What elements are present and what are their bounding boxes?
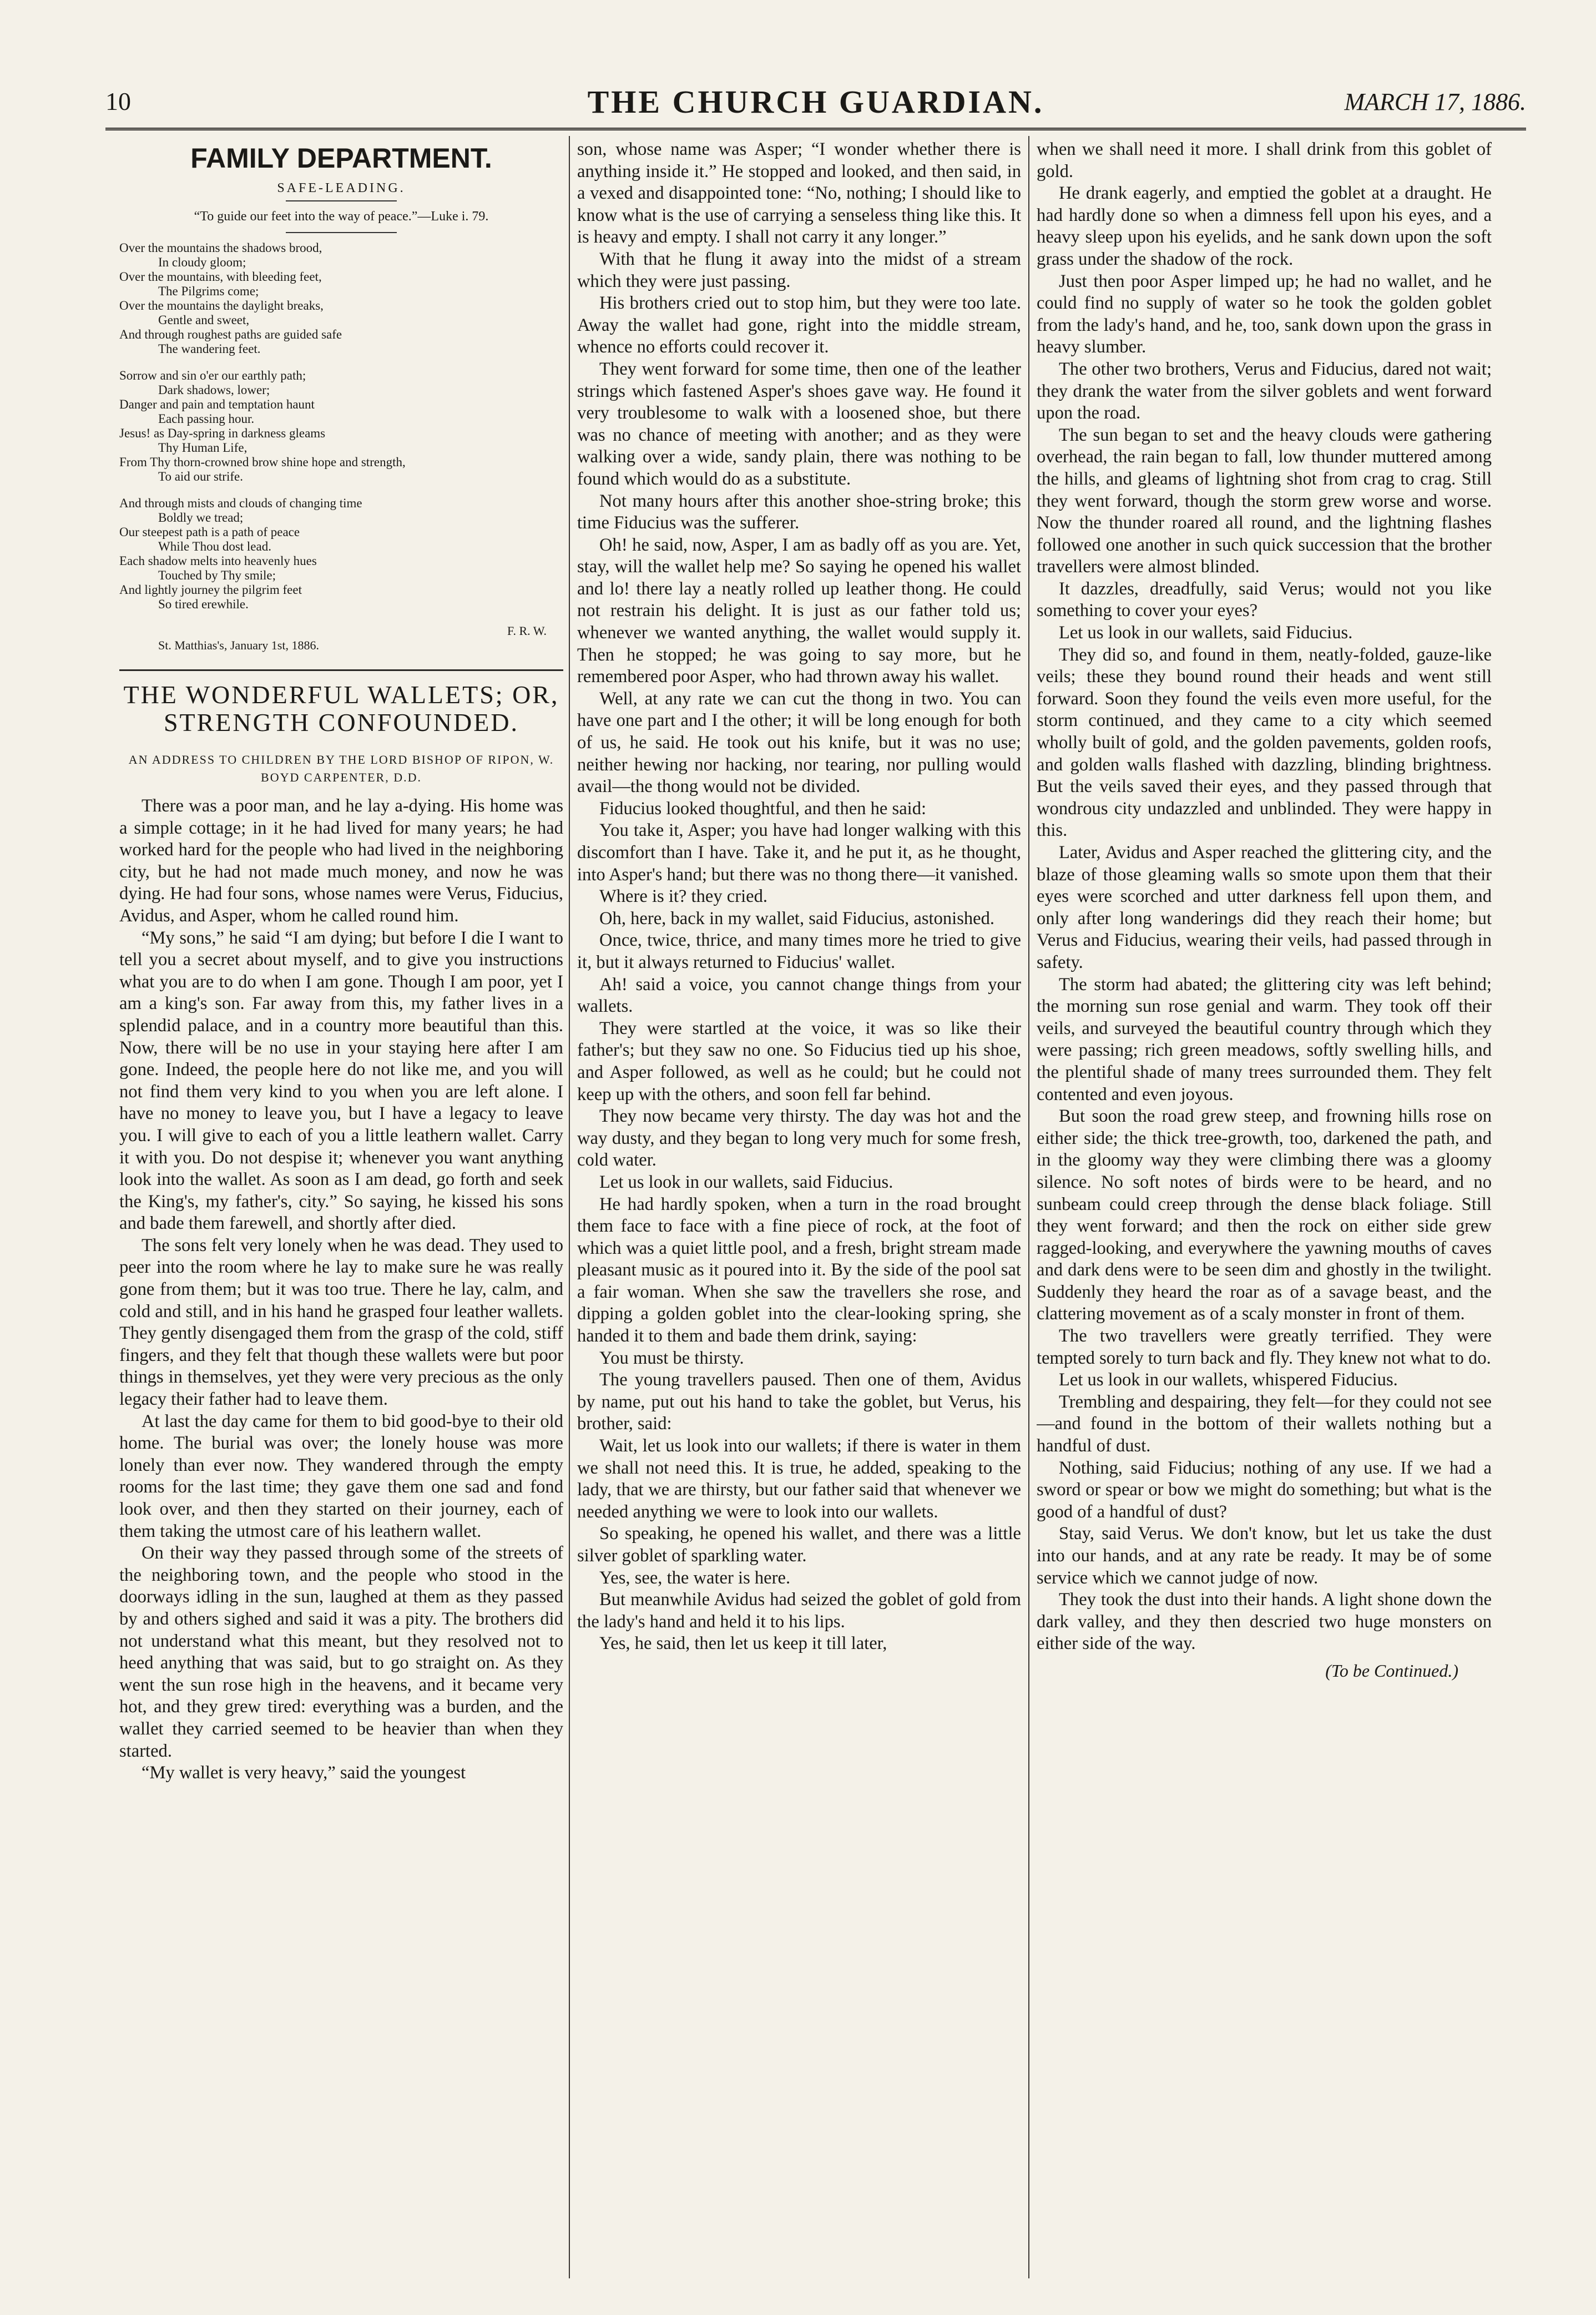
story-paragraph: The other two brothers, Verus and Fiducius, dared not wait; they drank the water from the silver goblets and went forward upon the road. bbox=[1037, 359, 1492, 423]
department-heading: FAMILY DEPARTMENT. bbox=[190, 143, 492, 174]
story-paragraph: They did so, and found in them, neatly-folded, gauze-like veils; these they bound round their heads and went still forward. Soon they found the veils even more useful, for the storm continued, and they came to a city which seemed wholly built of gold, and the golden pavements, golden roofs, and golden walls flashed with dazzling, blinding brightness. But the veils saved their eyes, and they passed through that wondrous city undazzled and unblinded. They were happy in this. bbox=[1037, 644, 1492, 841]
story-paragraph: Let us look in our wallets, said Fiducius. bbox=[1059, 623, 1353, 643]
poem-line: Gentle and sweet, bbox=[158, 313, 250, 327]
story-paragraph: The sons felt very lonely when he was dead. They used to peer into the room where he lay to make sure he was really gone from them; but it was too true. There he lay, calm, and cold and still, and in his hand he grasped four leather wallets. They gently disengaged them from the grasp of the cold, stiff fingers, and they felt that though these wallets were but poor things in themselves, yet they were very precious as the only legacy their father had to leave them. bbox=[119, 1235, 563, 1410]
poem-line: Sorrow and sin o'er our earthly path; bbox=[119, 369, 306, 382]
story-paragraph: Where is it? they cried. bbox=[599, 886, 768, 907]
poem-body bbox=[119, 241, 563, 612]
story-paragraph: Stay, said Verus. We don't know, but let us take the dust into our hands, and at any rate be ready. It may be of some service which we cannot judge of now. bbox=[1037, 1524, 1492, 1588]
story-paragraph: On their way they passed through some of the streets of the neighboring town, and the people who stood in the doorways idling in the sun, laughed at them as they passed by and others sighed and said it was a pity. The brothers did not understand what this meant, but they resolved not to heed anything that was said, but to go straight on. As they went the sun rose high in the heavens, and it became very hot, and they grew tired: everything was a burden, and the wallet they carried seemed to be heavier than when they started. bbox=[119, 1543, 563, 1761]
divider bbox=[286, 232, 397, 233]
poem-line: And through mists and clouds of changing time bbox=[119, 496, 362, 510]
story-paragraph: His brothers cried out to stop him, but they were too late. Away the wallet had gone, right into the middle stream, whence no efforts could recover it. bbox=[577, 293, 1021, 357]
story-paragraph: Yes, he said, then let us keep it till later, bbox=[599, 1633, 887, 1654]
story-paragraph: Oh, here, back in my wallet, said Fiducius, astonished. bbox=[599, 908, 995, 929]
story-paragraph: Wait, let us look into our wallets; if there is water in them we shall not need this. It is true, he added, speaking to the lady, that we are thirsty, but our father said that whenever we needed anything we were to look into our wallets. bbox=[577, 1436, 1021, 1522]
divider bbox=[286, 200, 397, 201]
masthead-rule bbox=[105, 128, 1526, 130]
column-2 bbox=[577, 139, 1021, 2276]
story-paragraph: Later, Avidus and Asper reached the glittering city, and the blaze of those gleaming walls so smote upon them that their eyes were scorched and utter darkness fell upon them, and only after long wanderings did they reach their home; but Verus and Fiducius, wearing their veils, had passed through in safety. bbox=[1037, 843, 1492, 972]
story-paragraph: He drank eagerly, and emptied the goblet at a draught. He had hardly done so when a dimness fell upon his eyes, and a heavy sleep upon his eyelids, and he sank down upon the soft grass under the shadow of the rock. bbox=[1037, 183, 1492, 269]
poem-line: Over the mountains, with bleeding feet, bbox=[119, 270, 322, 284]
issue-date: MARCH 17, 1886. bbox=[1344, 88, 1526, 115]
masthead bbox=[105, 83, 1526, 122]
story-paragraph: The two travellers were greatly terrified. They were tempted sorely to turn back and fly. They knew not what to do. bbox=[1037, 1326, 1492, 1368]
section-rule bbox=[119, 669, 563, 671]
story-paragraph: At last the day came for them to bid good-bye to their old home. The burial was over; the lonely house was more lonely than ever now. They wandered through the empty rooms for the last time; they gave them one sad and fond look over, and then they started on their journey, each of them taking the utmost care of his leathern wallet. bbox=[119, 1411, 563, 1541]
story-paragraph: They took the dust into their hands. A light shone down the dark valley, and they then descried two huge monsters on either side of the way. bbox=[1037, 1590, 1492, 1654]
poem-line: Boldly we tread; bbox=[158, 511, 244, 524]
story-paragraph: Well, at any rate we can cut the thong in two. You can have one part and I the other; it will be long enough for both of us, he said. He took out his knife, but it was no use; neither hewing nor hacking, nor tearing, nor pulling would avail—the thong would not be divided. bbox=[577, 688, 1021, 797]
story-paragraph: It dazzles, dreadfully, said Verus; would not you like something to cover your eyes? bbox=[1037, 578, 1492, 621]
poem-line: The Pilgrims come; bbox=[158, 284, 259, 298]
story-paragraph: Fiducius looked thoughtful, and then he said: bbox=[599, 798, 927, 819]
story-paragraph: The sun began to set and the heavy clouds were gathering overhead, the rain began to fall, low thunder muttered among the hills, and gleams of lightning shot from crag to crag. Still they went forward, though the storm grew worse and worse. Now the thunder roared all round, and the lightning flashes followed one another in such quick succession that the brother travellers were almost blinded. bbox=[1037, 425, 1492, 577]
story-text-column-1 bbox=[119, 795, 563, 1784]
story-byline: AN ADDRESS TO CHILDREN BY THE LORD BISHOP OF RIPON, W. BOYD CARPENTER, D.D. bbox=[128, 753, 554, 784]
story-paragraph: Once, twice, thrice, and many times more he tried to give it, but it always returned to Fiducius' wallet. bbox=[577, 930, 1021, 972]
story-paragraph: You take it, Asper; you have had longer walking with this discomfort than I have. Take it, and he put it, as he thought, into Asper's hand; but there was no thong there—it vanished. bbox=[577, 820, 1021, 885]
poem-line: And through roughest paths are guided safe bbox=[119, 327, 342, 341]
story-paragraph: You must be thirsty. bbox=[599, 1348, 744, 1368]
story-text-column-2 bbox=[577, 139, 1021, 1655]
story-paragraph: They were startled at the voice, it was so like their father's; but they saw no one. So Fiducius tied up his shoe, and Asper followed, as well as he could; but he could not keep up with the others, and soon fell far behind. bbox=[577, 1018, 1021, 1104]
story-paragraph: They now became very thirsty. The day was hot and the way dusty, and they began to long very much for some fresh, cold water. bbox=[577, 1106, 1021, 1171]
story-paragraph: Nothing, said Fiducius; nothing of any use. If we had a sword or spear or bow we might do something; but what is the good of a handful of dust? bbox=[1037, 1457, 1492, 1522]
story-paragraph: when we shall need it more. I shall drink from this goblet of gold. bbox=[1037, 139, 1492, 181]
poem-line: Over the mountains the shadows brood, bbox=[119, 241, 322, 255]
poem-signature-block bbox=[119, 624, 563, 653]
poem-line: To aid our strife. bbox=[158, 470, 243, 483]
continued-note: (To be Continued.) bbox=[1325, 1660, 1458, 1681]
story-paragraph: “My wallet is very heavy,” said the youngest bbox=[142, 1763, 466, 1783]
story-paragraph: The young travellers paused. Then one of them, Avidus by name, put out his hand to take the goblet, but Verus, his brother, said: bbox=[577, 1370, 1021, 1434]
poem-line: Over the mountains the daylight breaks, bbox=[119, 299, 324, 312]
story-text-column-3 bbox=[1037, 139, 1492, 1655]
page-number: 10 bbox=[105, 87, 131, 115]
poem-line: From Thy thorn-crowned brow shine hope and strength, bbox=[119, 455, 406, 469]
story-paragraph: Let us look in our wallets, said Fiducius. bbox=[599, 1172, 893, 1192]
poem-line: While Thou dost lead. bbox=[158, 539, 271, 553]
story-paragraph: With that he flung it away into the midst of a stream which they were just passing. bbox=[577, 249, 1021, 291]
poem-line: Thy Human Life, bbox=[158, 441, 248, 455]
story-paragraph: Just then poor Asper limped up; he had no wallet, and he could find no supply of water so he took the golden goblet from the lady's hand, and he, too, sank down upon the grass in heavy slumber. bbox=[1037, 271, 1492, 357]
column-divider bbox=[569, 136, 570, 2278]
poem-title: SAFE-LEADING. bbox=[277, 181, 406, 195]
story-paragraph: There was a poor man, and he lay a-dying. His home was a simple cottage; in it he had lived for many years; he had worked hard for the people who had lived in the neighboring city, but he had not made much money, and now he was dying. He had four sons, whose names were Verus, Fiducius, Avidus, and Asper, whom he called round him. bbox=[119, 796, 563, 926]
poem-line: And lightly journey the pilgrim feet bbox=[119, 583, 302, 597]
poem-stanza bbox=[119, 369, 563, 484]
story-paragraph: Oh! he said, now, Asper, I am as badly off as you are. Yet, stay, will the wallet help me? So saying he opened his wallet and lo! there lay a neatly rolled up leather thong. He could not restrain his delight. It is just as our father told us; whenever we wanted anything, the wallet would supply it. Then he stopped; he was going to say more, but he remembered poor Asper, who had thrown away his wallet. bbox=[577, 534, 1021, 687]
story-paragraph: son, whose name was Asper; “I wonder whether there is anything inside it.” He stopped and looked, and then said, in a vexed and disappointed tone: “No, nothing; I should like to know what is the use of carrying a senseless thing like this. It is heavy and empty. I shall not carry it any longer.” bbox=[577, 139, 1021, 248]
poem-place-date: St. Matthias's, January 1st, 1886. bbox=[158, 638, 319, 652]
story-paragraph: But soon the road grew steep, and frowning hills rose on either side; the thick tree-growth, too, darkened the path, and in the gloomy way they were climbing there was a gloomy silence. No soft notes of birds were to be heard, and no sunbeam could creep through the dense black foliage. Still they went forward; and then the rock on either side grew ragged-looking, and everywhere the yawning mouths of caves and dark dens were to be seen dim and ghostly in the twilight. Suddenly they heard the roar as of a savage beast, and the clattering movement as of a scaly monster in front of them. bbox=[1037, 1106, 1492, 1324]
poem-line: Dark shadows, lower; bbox=[158, 383, 270, 397]
story-paragraph: Let us look in our wallets, whispered Fiducius. bbox=[1059, 1370, 1398, 1390]
column-divider bbox=[1028, 136, 1029, 2278]
poem-line: Jesus! as Day-spring in darkness gleams bbox=[119, 426, 326, 440]
story-paragraph: But meanwhile Avidus had seized the goblet of gold from the lady's hand and held it to his lips. bbox=[577, 1590, 1021, 1632]
newspaper-title: THE CHURCH GUARDIAN. bbox=[587, 84, 1044, 120]
poem-line: So tired erewhile. bbox=[158, 597, 249, 611]
story-paragraph: Not many hours after this another shoe-string broke; this time Fiducius was the sufferer. bbox=[577, 491, 1021, 533]
story-paragraph: He had hardly spoken, when a turn in the road brought them face to face with a fine piece of rock, at the foot of which was a quiet little pool, and a fresh, bright stream made pleasant music as it poured into it. By the side of the pool sat a fair woman. When she saw the travellers she rose, and dipping a golden goblet into the clear-looking spring, she handed it to them and bade them drink, saying: bbox=[577, 1194, 1021, 1346]
story-paragraph: The storm had abated; the glittering city was left behind; the morning sun rose genial and warm. They took off their veils, and surveyed the beautiful country through which they were passing; rich green meadows, softly swelling hills, and the plentiful shade of many trees surrounded them. They felt contented and even joyous. bbox=[1037, 974, 1492, 1104]
poem-line: Our steepest path is a path of peace bbox=[119, 525, 300, 539]
story-paragraph: Yes, see, the water is here. bbox=[599, 1567, 791, 1588]
story-paragraph: “My sons,” he said “I am dying; but before I die I want to tell you a secret about myself, and to give you instructions what you are to do when I am gone. Though I am poor, yet I am a king's son. Far away from this, my father lives in a splendid palace, and in a country more beautiful than this. Now, there will be no use in your staying here after I am gone. Indeed, the people here do not like me, and you will not find them very kind to you when you are left alone. I have no money to leave you, but I have a legacy to leave you. I will give to each of you a little leathern wallet. Carry it with you. Do not despise it; whenever you want anything look into the wallet. As soon as I am dead, go forth and seek the King's, my father's, city.” So saying, he kissed his sons and bade them farewell, and shortly after died. bbox=[119, 927, 563, 1234]
story-paragraph: Ah! said a voice, you cannot change things from your wallets. bbox=[577, 974, 1021, 1017]
story-paragraph: They went forward for some time, then one of the leather strings which fastened Asper's shoes gave way. He found it very troublesome to walk with a loosened shoe, but there was no chance of meeting with another; and as they were walking over a wide, sandy plain, there was nothing to be found which would do as a substitute. bbox=[577, 359, 1021, 489]
poem-line: The wandering feet. bbox=[158, 342, 261, 356]
column-1 bbox=[119, 139, 563, 2276]
poem-line: Each shadow melts into heavenly hues bbox=[119, 554, 317, 568]
story-title: THE WONDERFUL WALLETS; OR, STRENGTH CONFOUNDED. bbox=[123, 680, 559, 737]
poem-signature: F. R. W. bbox=[507, 624, 547, 638]
story-paragraph: Trembling and despairing, they felt—for they could not see—and found in the bottom of their wallets nothing but a handful of dust. bbox=[1037, 1391, 1492, 1456]
story-paragraph: So speaking, he opened his wallet, and there was a little silver goblet of sparkling water. bbox=[577, 1524, 1021, 1566]
poem-line: Touched by Thy smile; bbox=[158, 568, 276, 582]
poem-line: In cloudy gloom; bbox=[158, 255, 246, 269]
poem-line: Danger and pain and temptation haunt bbox=[119, 397, 315, 411]
poem-line: Each passing hour. bbox=[158, 412, 255, 426]
poem-stanza bbox=[119, 496, 563, 612]
poem-epigraph: “To guide our feet into the way of peace.”—Luke i. 79. bbox=[194, 209, 489, 224]
poem-stanza bbox=[119, 241, 563, 356]
column-3 bbox=[1037, 139, 1492, 2276]
